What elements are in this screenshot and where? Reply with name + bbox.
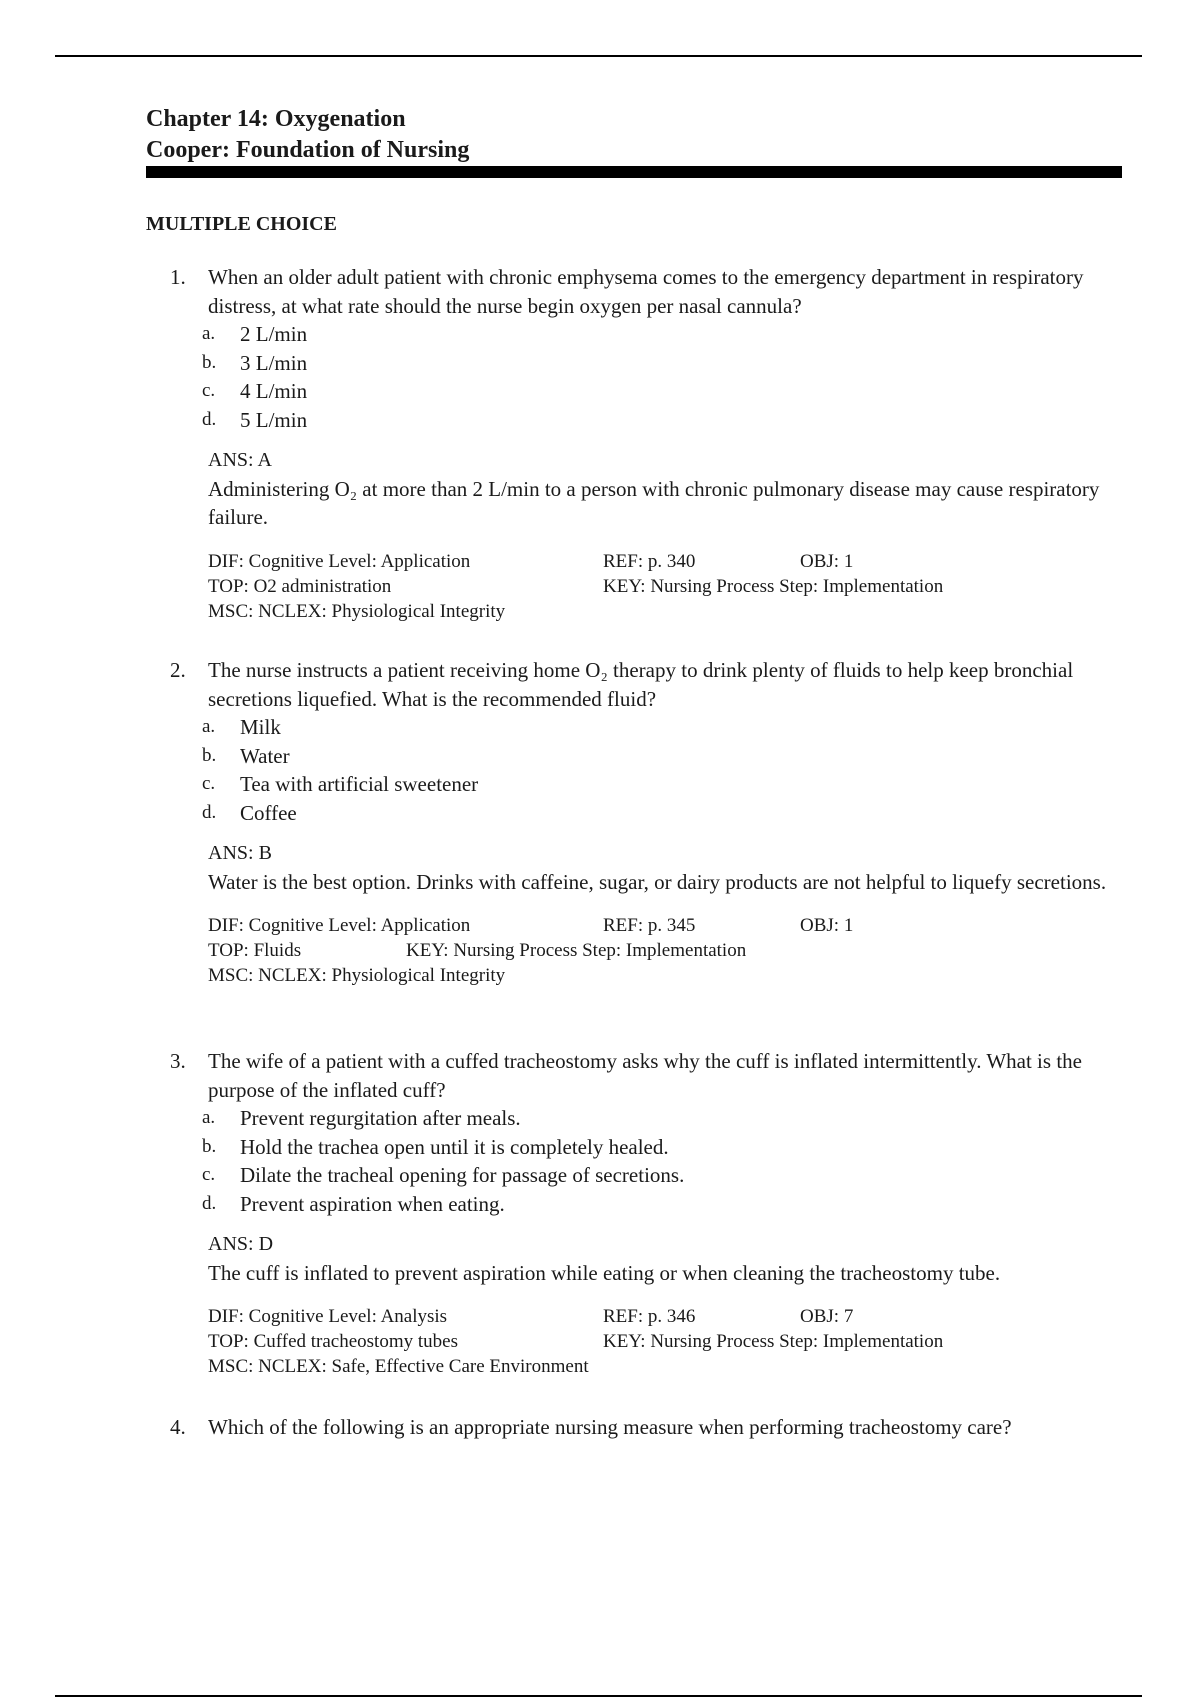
question-text: The nurse instructs a patient receiving home O₂ therapy to drink plenty of fluids to help keep bronchial secretions liquefied. What is the recommended fluid? — [208, 658, 1074, 711]
answer-key: ANS: D — [208, 1233, 274, 1255]
meta-msc: MSC: NCLEX: Physiological Integrity — [208, 965, 506, 986]
option-a: a. 2 L/min — [202, 322, 308, 346]
option-b: b. Water — [202, 743, 290, 768]
question-4 — [170, 1413, 1130, 1442]
question-number: 1. — [170, 265, 186, 289]
question-number: 2. — [170, 658, 186, 682]
rationale: Administering O₂ at more than 2 L/min to a person with chronic pulmonary disease may cause respiratory failure. — [208, 476, 1100, 529]
rationale: Water is the best option. Drinks with caffeine, sugar, or dairy products are not helpful to liquefy secretions. — [208, 869, 1107, 894]
meta-ref: REF: p. 340 — [603, 550, 696, 572]
meta-key: KEY: Nursing Process Step: Implementation — [406, 940, 747, 961]
section-heading: MULTIPLE CHOICE — [146, 213, 337, 235]
question-2 — [170, 656, 1130, 988]
meta-obj: OBJ: 7 — [800, 1306, 854, 1327]
option-c: c. 4 L/min — [202, 379, 308, 403]
meta-ref: REF: p. 346 — [603, 1306, 696, 1327]
metadata-block — [170, 549, 1130, 624]
meta-msc: MSC: NCLEX: Safe, Effective Care Environment — [208, 1356, 589, 1377]
answer-options — [170, 320, 1130, 434]
option-d: d. Coffee — [202, 800, 297, 825]
question-text: The wife of a patient with a cuffed tracheostomy asks why the cuff is inflated intermittently. What is the purpose of the inflated cuff? — [208, 1049, 1082, 1102]
book-title: Cooper: Foundation of Nursing — [146, 137, 470, 163]
document-header — [146, 104, 1122, 178]
meta-obj: OBJ: 1 — [800, 550, 854, 572]
answer-block — [170, 446, 1130, 532]
chapter-title: Chapter 14: Oxygenation — [146, 106, 406, 132]
question-stem — [170, 263, 1130, 320]
bottom-rule — [55, 1695, 1142, 1697]
answer-block — [170, 839, 1130, 896]
question-1 — [170, 263, 1130, 624]
meta-ref: REF: p. 345 — [603, 915, 696, 936]
option-c: c. Tea with artificial sweetener — [202, 772, 479, 796]
question-stem — [170, 1413, 1130, 1442]
option-d: d. 5 L/min — [202, 407, 308, 432]
question-text: When an older adult patient with chronic emphysema comes to the emergency department in respiratory distress, at what rate should the nurse begin oxygen per nasal cannula? — [208, 265, 1084, 318]
meta-msc: MSC: NCLEX: Physiological Integrity — [208, 600, 506, 622]
question-3 — [170, 1047, 1130, 1379]
meta-key: KEY: Nursing Process Step: Implementation — [603, 575, 944, 597]
rationale: The cuff is inflated to prevent aspiration while eating or when cleaning the tracheostomy tube. — [208, 1260, 1001, 1285]
metadata-block — [170, 1304, 1130, 1379]
option-b: b. 3 L/min — [202, 350, 308, 375]
answer-options — [170, 1104, 1130, 1218]
answer-block — [170, 1230, 1130, 1287]
answer-options — [170, 713, 1130, 827]
option-a: a. Milk — [202, 715, 281, 739]
meta-top: TOP: O2 administration — [208, 575, 392, 597]
option-c: c. Dilate the tracheal opening for passage of secretions. — [202, 1163, 685, 1187]
top-rule — [55, 55, 1142, 57]
meta-key: KEY: Nursing Process Step: Implementation — [603, 1331, 944, 1352]
metadata-block — [170, 913, 1130, 988]
question-text: Which of the following is an appropriate nursing measure when performing tracheostomy care? — [208, 1415, 1012, 1439]
option-a: a. Prevent regurgitation after meals. — [202, 1106, 521, 1130]
question-number: 4. — [170, 1415, 186, 1439]
meta-dif: DIF: Cognitive Level: Application — [208, 915, 471, 936]
meta-dif: DIF: Cognitive Level: Analysis — [208, 1306, 448, 1327]
meta-top: TOP: Cuffed tracheostomy tubes — [208, 1331, 458, 1352]
answer-key: ANS: B — [208, 842, 272, 864]
option-d: d. Prevent aspiration when eating. — [202, 1191, 505, 1216]
meta-obj: OBJ: 1 — [800, 915, 854, 936]
header-divider — [146, 166, 1122, 178]
meta-top: TOP: Fluids — [208, 940, 302, 961]
question-number: 3. — [170, 1049, 186, 1073]
question-stem — [170, 656, 1130, 713]
question-stem — [170, 1047, 1130, 1104]
answer-key: ANS: A — [208, 449, 272, 471]
meta-dif: DIF: Cognitive Level: Application — [208, 550, 471, 572]
option-b: b. Hold the trachea open until it is completely healed. — [202, 1134, 669, 1159]
